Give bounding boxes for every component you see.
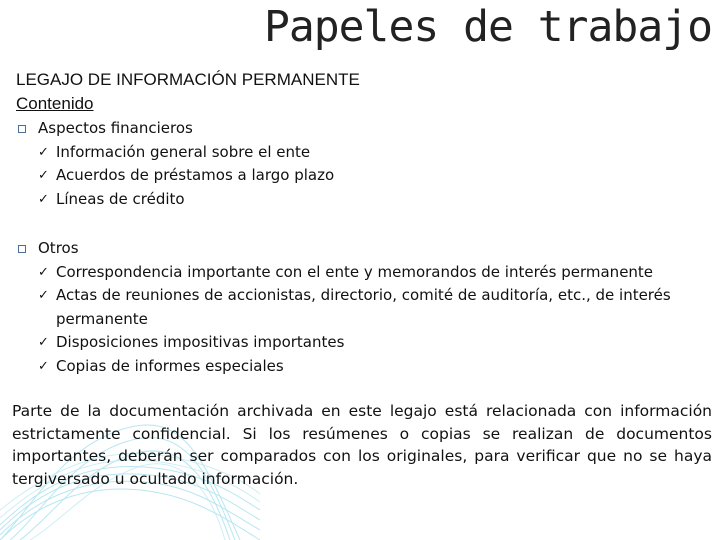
list-item-text: Líneas de crédito xyxy=(56,189,185,208)
list-item-text: Información general sobre el ente xyxy=(56,142,311,161)
checkmark-icon: ✓ xyxy=(38,288,49,303)
list-item xyxy=(38,164,334,188)
checkmark-icon: ✓ xyxy=(38,358,49,374)
section-header xyxy=(16,237,686,261)
heading-line-1: LEGAJO DE INFORMACIÓN PERMANENTE xyxy=(16,70,360,89)
checkmark-icon: ✓ xyxy=(38,191,49,207)
list-item xyxy=(38,261,686,285)
checkmark-icon: ✓ xyxy=(38,144,49,160)
list-item xyxy=(38,284,686,331)
item-list xyxy=(16,141,334,212)
list-item xyxy=(38,141,334,165)
item-list xyxy=(16,261,686,379)
section-header xyxy=(16,117,334,141)
list-item-text: Acuerdos de préstamos a largo plazo xyxy=(56,166,335,184)
page-title: Papeles de trabajo xyxy=(264,2,712,52)
section-heading xyxy=(16,68,360,116)
list-item-text: Correspondencia importante con el ente y memorandos de interés permanente xyxy=(56,262,654,281)
heading-contenido: Contenido xyxy=(16,94,94,113)
list-item xyxy=(38,331,686,355)
list-item xyxy=(38,188,334,212)
section-label: Aspectos financieros xyxy=(38,119,193,137)
section-otros xyxy=(16,237,686,378)
square-bullet-icon xyxy=(18,125,26,133)
square-bullet-icon xyxy=(18,245,26,253)
checkmark-icon: ✓ xyxy=(38,335,49,350)
confidentiality-paragraph: Parte de la documentación archivada en este legajo está relacionada con información estrictamente confidencial. Si los resúmenes o copias se realizan de documentos importantes, deberán ser comparados con los originales, para verificar que no se haya tergiversado u ocultado información. xyxy=(12,402,712,488)
section-aspectos-financieros xyxy=(16,117,334,211)
list-item-text: Copias de informes especiales xyxy=(56,356,284,375)
list-item-text: Disposiciones impositivas importantes xyxy=(56,333,345,351)
section-label: Otros xyxy=(38,239,79,257)
checkmark-icon: ✓ xyxy=(38,264,49,280)
list-item-text: Actas de reuniones de accionistas, directorio, comité de auditoría, etc., de interés permanente xyxy=(56,286,671,328)
checkmark-icon: ✓ xyxy=(38,168,49,183)
list-item xyxy=(38,355,686,379)
